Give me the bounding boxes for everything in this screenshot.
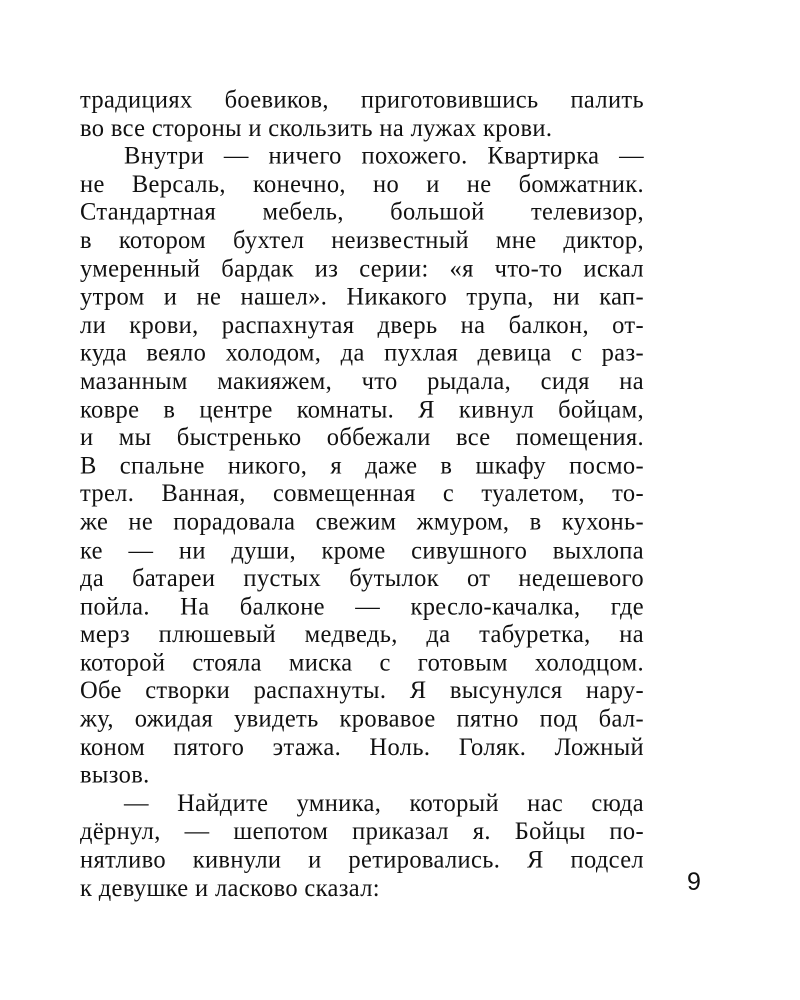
text-line: же не порадовала свежим жмуром, в кухонь- [80,508,644,536]
text-line: трел. Ванная, совмещенная с туалетом, то- [80,480,644,508]
body-text [80,86,644,902]
text-line: в котором бухтел неизвестный мне диктор, [80,226,644,255]
text-line: куда веяло холодом, да пухлая девица с раз- [80,339,644,367]
page-number: 9 [687,868,701,896]
text-line: Стандартная мебель, большой телевизор, [80,198,644,227]
text-line: мазанным макияжем, что рыдала, сидя на [80,367,644,395]
text-line: которой стояла миска с готовым холодцом. [80,648,644,677]
text-line: пойла. На балконе — кресло-качалка, где [80,592,644,621]
text-line: к девушке и ласково сказал: [80,874,380,902]
text-line: во все стороны и скользить на лужах крови. [80,114,553,142]
text-line: мерз плюшевый медведь, да табуретка, на [80,620,644,649]
text-line: утром и не нашел». Никакого трупа, ни кап- [80,283,644,311]
paragraph-first-line: — Найдите умника, который нас сюда [124,789,644,818]
text-line: традициях боевиков, приготовившись палить [80,86,644,114]
text-line: В спальне никого, я даже в шкафу посмо- [80,451,644,480]
text-line: коном пятого этажа. Ноль. Голяк. Ложный [80,733,644,761]
text-line: не Версаль, конечно, но и не бомжатник. [80,170,644,198]
text-line: да батареи пустых бутылок от недешевого [80,564,644,593]
text-line: и мы быстренько оббежали все помещения. [80,423,644,452]
text-line: дёрнул, — шепотом приказал я. Бойцы по- [80,817,644,846]
text-line: жу, ожидая увидеть кровавое пятно под бал- [80,705,644,733]
text-line: ли крови, распахнутая дверь на балкон, от- [80,311,644,339]
text-line: ковре в центре комнаты. Я кивнул бойцам, [80,395,644,424]
text-line: ке — ни души, кроме сивушного выхлопа [80,536,644,564]
text-line: вызов. [80,761,150,790]
text-line: умеренный бардак из серии: «я что-то искал [80,254,644,283]
paragraph-first-line: Внутри — ничего похожего. Квартирка — [124,142,644,170]
text-line: Обе створки распахнуты. Я высунулся нару- [80,677,644,705]
text-line: нятливо кивнули и ретировались. Я подсел [80,845,644,874]
